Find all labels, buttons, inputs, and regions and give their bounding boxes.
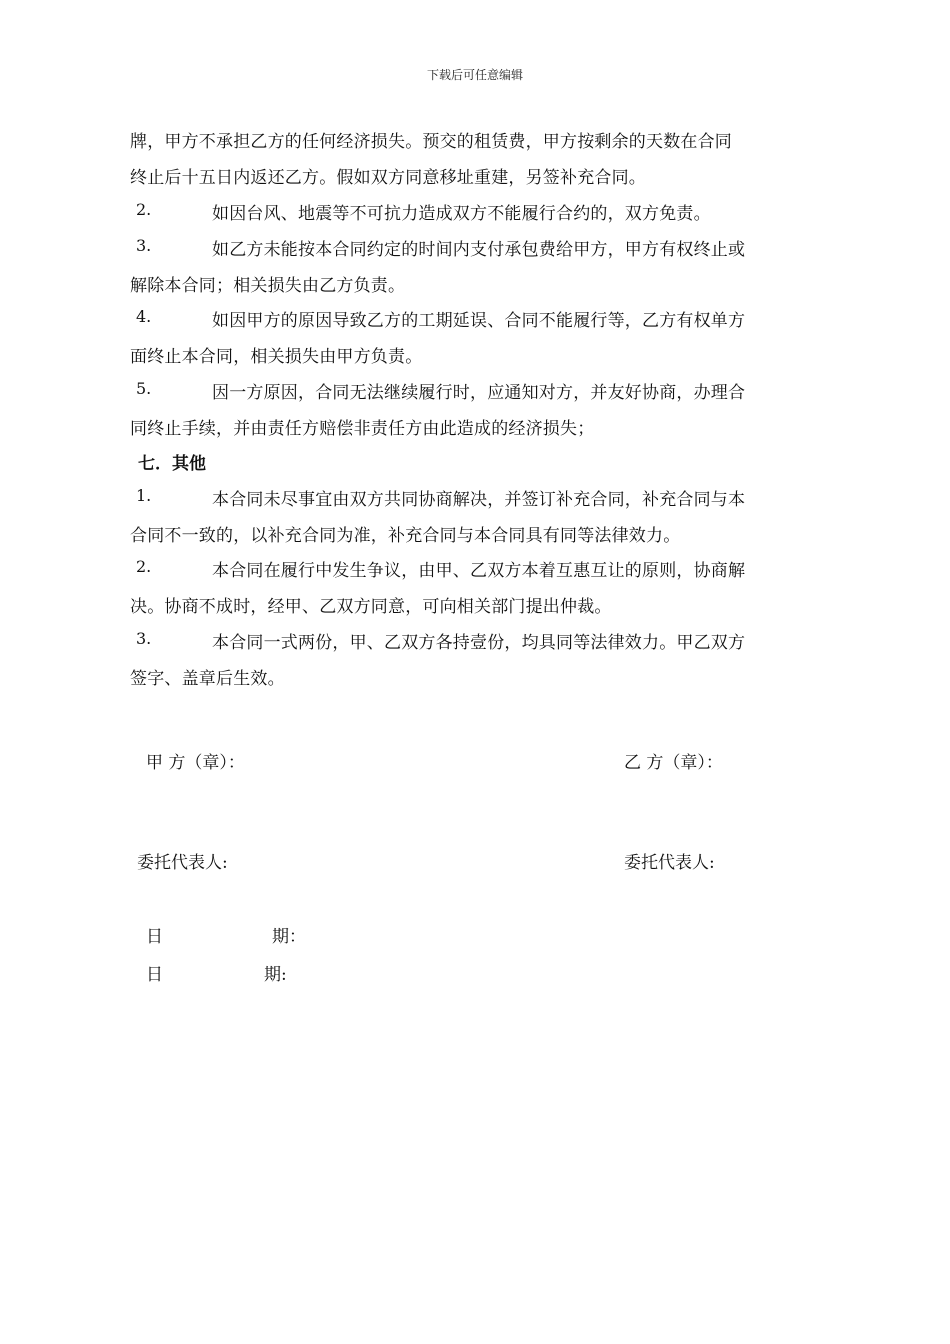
item-number: 1. [136, 486, 152, 505]
item-number: 4. [136, 307, 152, 326]
item-number: 3. [136, 629, 152, 648]
item-text: 如因甲方的原因导致乙方的工期延误、合同不能履行等，乙方有权单方 [212, 311, 746, 331]
paragraph-line: 牌，甲方不承担乙方的任何经济损失。预交的租赁费，甲方按剩余的天数在合同 [130, 132, 732, 152]
item-text-continued: 决。协商不成时，经甲、乙双方同意，可向相关部门提出仲裁。 [130, 597, 612, 617]
party-a-representative-label: 委托代表人: [137, 853, 228, 873]
party-b-seal-label: 乙 方（章）： [624, 753, 723, 773]
item-number: 2. [136, 200, 152, 219]
page-header: 下载后可任意编辑 [426, 68, 523, 82]
item-text: 本合同未尽事宜由双方共同协商解决，并签订补充合同，补充合同与本 [212, 490, 746, 510]
item-text-continued: 解除本合同；相关损失由乙方负责。 [130, 276, 406, 296]
paragraph-line: 终止后十五日内返还乙方。假如双方同意移址重建，另签补充合同。 [130, 168, 646, 188]
item-text: 因一方原因，合同无法继续履行时，应通知对方，并友好协商，办理合 [212, 383, 746, 403]
item-text: 本合同一式两份，甲、乙双方各持壹份，均具同等法律效力。甲乙双方 [212, 633, 746, 653]
party-b-representative-label: 委托代表人: [624, 853, 715, 873]
section-title: 七．其他 [138, 454, 206, 474]
date-label-2-left: 日 [146, 965, 163, 985]
item-text-continued: 面终止本合同，相关损失由甲方负责。 [130, 347, 423, 367]
item-text: 如因台风、地震等不可抗力造成双方不能履行合约的，双方免责。 [212, 204, 711, 224]
item-number: 2. [136, 557, 152, 576]
item-text: 如乙方未能按本合同约定的时间内支付承包费给甲方，甲方有权终止或 [212, 240, 746, 260]
item-text-continued: 签字、盖章后生效。 [130, 669, 285, 689]
date-label-1-right: 期： [272, 927, 306, 947]
item-number: 5. [136, 379, 152, 398]
item-number: 3. [136, 236, 152, 255]
party-a-seal-label: 甲 方（章）： [146, 753, 245, 773]
item-text-continued: 同终止手续，并由责任方赔偿非责任方由此造成的经济损失； [130, 419, 595, 439]
date-label-1-left: 日 [146, 927, 163, 947]
item-text: 本合同在履行中发生争议，由甲、乙双方本着互惠互让的原则，协商解 [212, 561, 746, 581]
item-text-continued: 合同不一致的，以补充合同为准，补充合同与本合同具有同等法律效力。 [130, 526, 681, 546]
date-label-2-right: 期: [264, 965, 287, 985]
